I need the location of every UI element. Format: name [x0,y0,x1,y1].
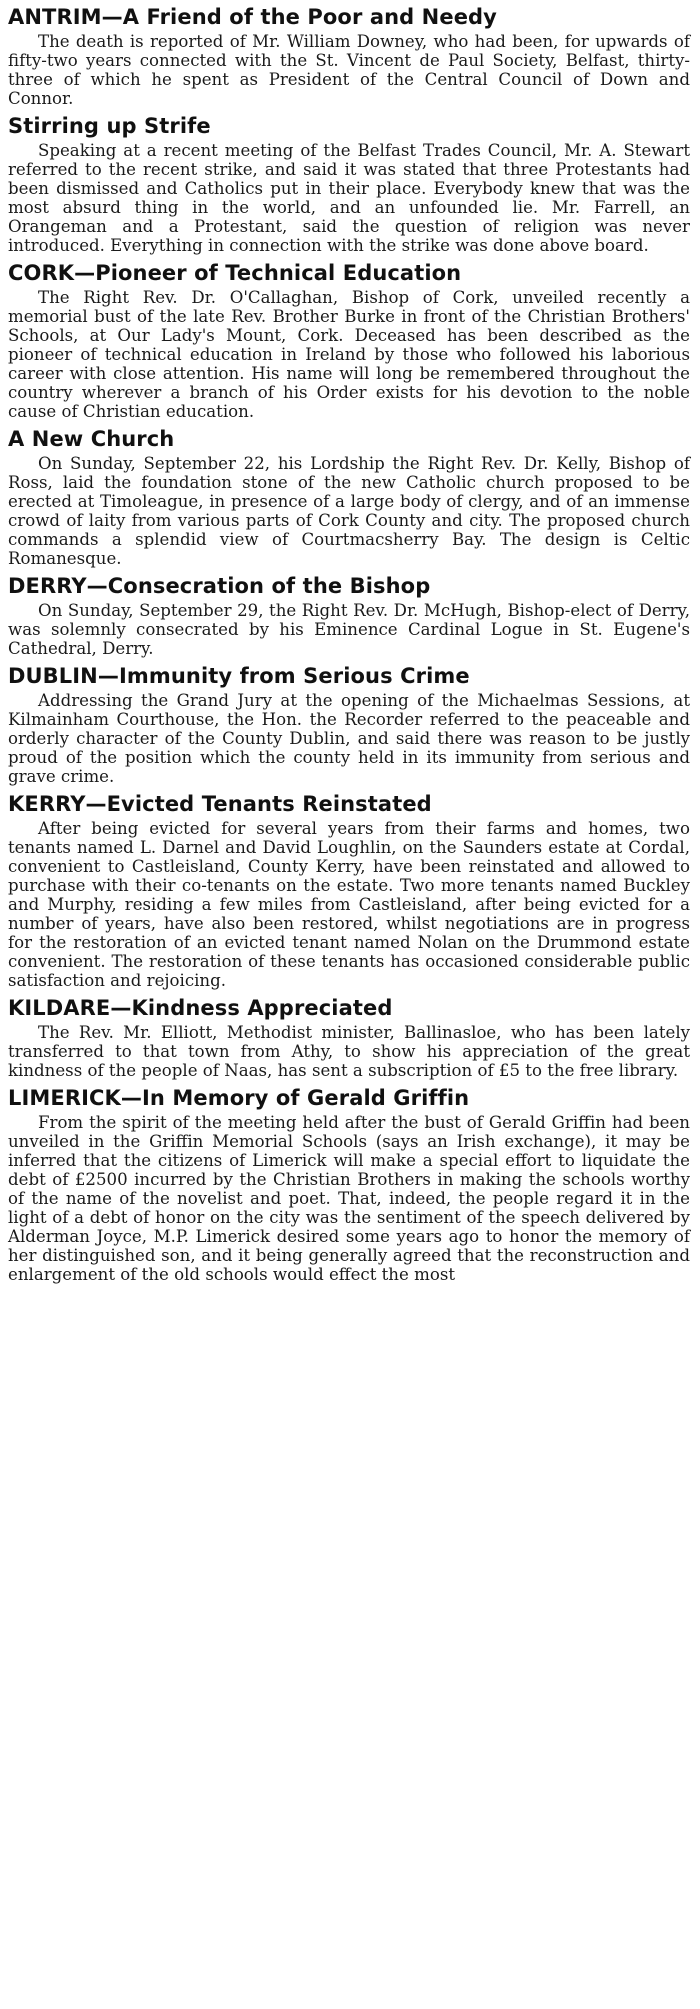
article-body: From the spirit of the meeting held after the bust of Gerald Griffin had been unveiled in the Griffin Memorial Schools (says an Irish exchange), it may be inferred that the citizens of Limerick will make a special effort to liquidate the debt of £2500 incurred by the Christian Brothers in making the schools worthy of the name of the novelist and poet. That, indeed, the people regard it in the light of a debt of honor on the city was the sentiment of the speech delivered by Alderman Joyce, M.P. Limerick desired some years ago to honor the memory of her distinguished son, and it being generally agreed that the reconstruction and enlargement of the old schools would effect the most [8,1113,690,1284]
article-heading: CORK—Pioneer of Technical Education [8,261,462,285]
article-heading: LIMERICK—In Memory of Gerald Griffin [8,1086,470,1110]
article-heading: DERRY—Consecration of the Bishop [8,574,431,598]
article-heading: Stirring up Strife [8,114,211,138]
article-kildare [8,996,690,1080]
article-derry [8,574,690,658]
article-body: After being evicted for several years from their farms and homes, two tenants named L. Darnel and David Loughlin, on the Saunders estate at Cordal, convenient to Castleisland, County Kerry, have been reinstated and allowed to purchase with their co-tenants on the estate. Two more tenants named Buckley and Murphy, residing a few miles from Castleisland, after being evicted for a number of years, have also been restored, whilst negotiations are in progress for the restoration of an evicted tenant named Nolan on the Drummond estate convenient. The restoration of these tenants has occasioned considerable public satisfaction and rejoicing. [8,819,690,990]
article-heading: KILDARE—Kindness Appreciated [8,996,393,1020]
article-heading: KERRY—Evicted Tenants Reinstated [8,792,432,816]
article-body: The death is reported of Mr. William Downey, who had been, for upwards of fifty-two years connected with the St. Vincent de Paul Society, Belfast, thirty-three of which he spent as President of the Central Council of Down and Connor. [8,32,690,108]
article-limerick [8,1086,690,1284]
article-stirring-up-strife [8,114,690,255]
article-dublin [8,664,690,786]
article-antrim [8,5,690,108]
article-heading: DUBLIN—Immunity from Serious Crime [8,664,470,688]
article-body: The Rev. Mr. Elliott, Methodist minister, Ballinasloe, who has been lately transferred to that town from Athy, to show his appreciation of the great kindness of the people of Naas, has sent a subscription of £5 to the free library. [8,1023,690,1080]
article-body: On Sunday, September 22, his Lordship the Right Rev. Dr. Kelly, Bishop of Ross, laid the foundation stone of the new Catholic church proposed to be erected at Timoleague, in presence of a large body of clergy, and of an immense crowd of laity from various parts of Cork County and city. The proposed church commands a splendid view of Courtmacsherry Bay. The design is Celtic Romanesque. [8,454,690,568]
article-body: Speaking at a recent meeting of the Belfast Trades Council, Mr. A. Stewart referred to the recent strike, and said it was stated that three Protestants had been dismissed and Catholics put in their place. Everybody knew that was the most absurd thing in the world, and an unfounded lie. Mr. Farrell, an Orangeman and a Protestant, said the question of religion was never introduced. Everything in connection with the strike was done above board. [8,141,690,255]
article-body: Addressing the Grand Jury at the opening of the Michaelmas Sessions, at Kilmainham Courthouse, the Hon. the Recorder referred to the peaceable and orderly character of the County Dublin, and said there was reason to be justly proud of the position which the county held in its immunity from serious and grave crime. [8,691,690,786]
article-body: On Sunday, September 29, the Right Rev. Dr. McHugh, Bishop-elect of Derry, was solemnly consecrated by his Eminence Cardinal Logue in St. Eugene's Cathedral, Derry. [8,601,690,658]
article-heading: A New Church [8,427,175,451]
article-heading: ANTRIM—A Friend of the Poor and Needy [8,5,497,29]
article-body: The Right Rev. Dr. O'Callaghan, Bishop of Cork, unveiled recently a memorial bust of the late Rev. Brother Burke in front of the Christian Brothers' Schools, at Our Lady's Mount, Cork. Deceased has been described as the pioneer of technical education in Ireland by those who followed his laborious career with close attention. His name will long be remembered throughout the country wherever a branch of his Order exists for his devotion to the noble cause of Christian education. [8,288,690,421]
article-new-church [8,427,690,568]
article-cork [8,261,690,421]
article-kerry [8,792,690,990]
